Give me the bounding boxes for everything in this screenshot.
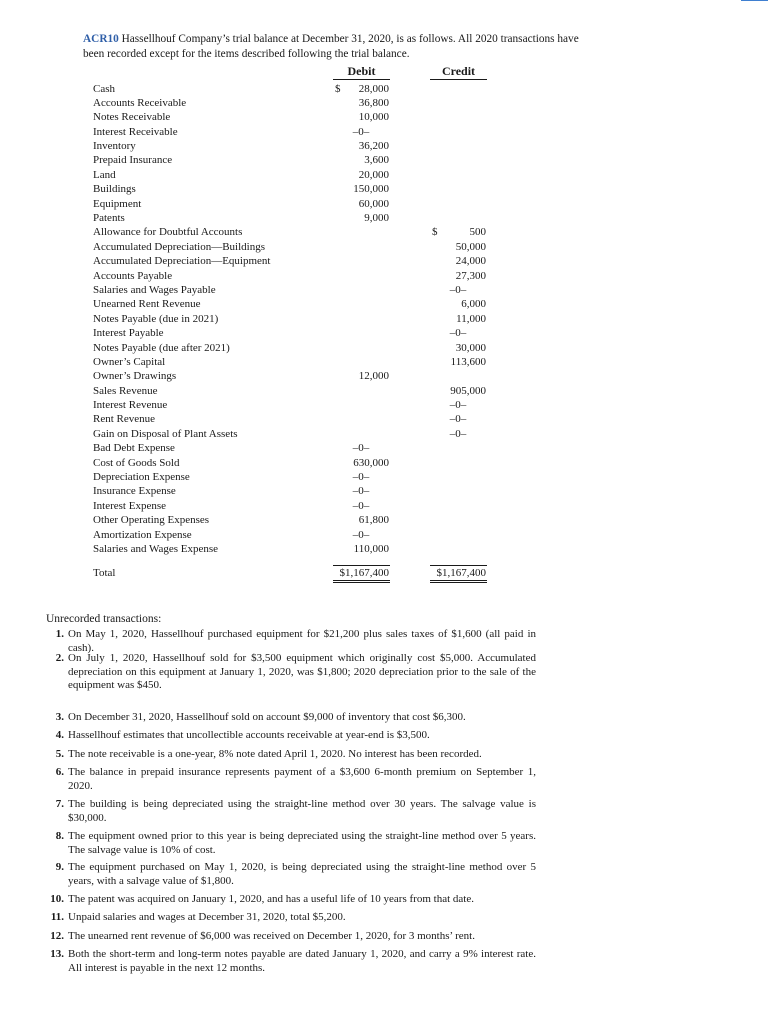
trial-balance-row (0, 225, 768, 239)
account-name: Gain on Disposal of Plant Assets (93, 427, 238, 440)
trial-balance-row (0, 513, 768, 527)
debit-amount: –0– (352, 125, 370, 138)
credit-amount: –0– (449, 413, 467, 426)
debit-amount: –0– (352, 499, 370, 512)
transaction-text: The balance in prepaid insurance represents payment of a $3,600 6-month premium on September 1, 2020. (68, 766, 536, 792)
credit-amount: 27,300 (455, 269, 486, 282)
trial-balance-row (0, 384, 768, 398)
debit-amount: 630,000 (353, 456, 389, 469)
debit-double-rule (333, 580, 390, 583)
credit-amount: –0– (449, 327, 467, 340)
trial-balance-row (0, 110, 768, 124)
problem-intro-text: Hassellhouf Company’s trial balance at December 31, 2020, is as follows. All 2020 transactions have been recorded except for the items described following the trial balance. (83, 33, 579, 60)
account-name: Interest Payable (93, 327, 164, 340)
transaction-number: 1. (55, 628, 64, 640)
trial-balance-row (0, 297, 768, 311)
credit-amount: 24,000 (455, 255, 486, 268)
trial-balance-rows (0, 82, 768, 557)
trial-balance-row (0, 197, 768, 211)
trial-balance-row (0, 211, 768, 225)
debit-amount: –0– (352, 471, 370, 484)
trial-balance-row (0, 499, 768, 513)
debit-amount: 150,000 (353, 183, 389, 196)
trial-balance-row (0, 240, 768, 254)
trial-balance-row (0, 326, 768, 340)
debit-amount: 60,000 (358, 197, 389, 210)
account-name: Accounts Receivable (93, 96, 187, 109)
account-name: Bad Debt Expense (93, 442, 175, 455)
transaction-text: Hassellhouf estimates that uncollectible accounts receivable at year-end is $3,500. (68, 729, 430, 741)
account-name: Land (93, 168, 116, 181)
debit-amount: –0– (352, 442, 370, 455)
credit-amount: –0– (449, 399, 467, 412)
trial-balance-row (0, 528, 768, 542)
account-name: Sales Revenue (93, 384, 158, 397)
corner-accent-line (741, 0, 768, 1)
trial-balance-row (0, 456, 768, 470)
credit-amount: 6,000 (461, 298, 486, 311)
debit-amount: 110,000 (353, 543, 389, 555)
credit-amount: 11,000 (456, 312, 486, 325)
transaction-text: The equipment owned prior to this year is being depreciated using the straight-line method over 5 years. The salvage value is 10% of cost. (68, 830, 536, 856)
transaction-number: 5. (55, 748, 64, 760)
account-name: Depreciation Expense (93, 471, 190, 484)
account-name: Buildings (93, 183, 136, 196)
trial-balance-row (0, 441, 768, 455)
credit-column-header: Credit (441, 64, 476, 78)
transaction-number: 7. (55, 798, 64, 810)
transaction-text: On July 1, 2020, Hassellhouf sold for $3,500 equipment which originally cost $5,000. Accumulated depreciation on this equipment at January 1, 2020, was $1,800; 2020 depreciation prior to the sale of the equipment was $450. (68, 652, 536, 691)
trial-balance-row (0, 355, 768, 369)
credit-amount: 500 (469, 226, 486, 239)
account-name: Cost of Goods Sold (93, 456, 180, 469)
problem-code: ACR10 (83, 33, 119, 45)
problem-intro (83, 32, 583, 62)
debit-amount: 10,000 (358, 111, 389, 124)
trial-balance-row (0, 312, 768, 326)
transaction-number: 9. (55, 861, 64, 873)
account-name: Owner’s Drawings (93, 370, 177, 383)
trial-balance-row (0, 484, 768, 498)
transaction-text: Unpaid salaries and wages at December 31, 2020, total $5,200. (68, 911, 346, 923)
trial-balance-row (0, 427, 768, 441)
debit-amount: –0– (352, 528, 370, 541)
transaction-number: 4. (55, 729, 64, 741)
account-name: Interest Receivable (93, 125, 178, 138)
trial-balance-row (0, 470, 768, 484)
credit-double-rule (430, 580, 487, 583)
account-name: Equipment (93, 197, 142, 210)
trial-balance-row (0, 269, 768, 283)
account-name: Patents (93, 212, 125, 225)
trial-balance-row (0, 125, 768, 139)
trial-balance-row (0, 139, 768, 153)
account-name: Prepaid Insurance (93, 154, 173, 167)
trial-balance-row (0, 82, 768, 96)
trial-balance-row (0, 96, 768, 110)
debit-amount: 28,000 (358, 82, 389, 95)
unrecorded-transactions-title: Unrecorded transactions: (46, 613, 162, 625)
trial-balance-row (0, 182, 768, 196)
account-name: Notes Payable (due in 2021) (93, 312, 219, 325)
debit-amount: 3,600 (364, 154, 389, 167)
transaction-number: 11. (50, 911, 64, 923)
account-name: Owner’s Capital (93, 355, 166, 368)
credit-currency-symbol: $ (432, 226, 438, 239)
account-name: Accumulated Depreciation—Equipment (93, 255, 271, 268)
account-name: Other Operating Expenses (93, 514, 210, 527)
account-name: Salaries and Wages Expense (93, 543, 219, 555)
trial-balance-row (0, 283, 768, 297)
account-name: Accumulated Depreciation—Buildings (93, 240, 265, 253)
trial-balance-row (0, 341, 768, 355)
total-debit: $1,167,400 (339, 567, 389, 579)
transaction-text: On December 31, 2020, Hassellhouf sold on account $9,000 of inventory that cost $6,300. (68, 711, 466, 723)
trial-balance-row (0, 542, 768, 556)
debit-amount: 9,000 (364, 212, 389, 225)
account-name: Rent Revenue (93, 413, 156, 426)
credit-amount: 50,000 (455, 240, 486, 253)
transaction-text: The unearned rent revenue of $6,000 was received on December 1, 2020, for 3 months’ rent. (68, 930, 475, 942)
account-name: Insurance Expense (93, 485, 176, 498)
account-name: Notes Receivable (93, 111, 171, 124)
debit-amount: 36,800 (358, 96, 389, 109)
account-name: Inventory (93, 140, 136, 153)
transaction-text: The note receivable is a one-year, 8% note dated April 1, 2020. No interest has been recorded. (68, 748, 482, 760)
account-name: Allowance for Doubtful Accounts (93, 226, 243, 239)
trial-balance-row (0, 153, 768, 167)
transaction-text: On May 1, 2020, Hassellhouf purchased equipment for $21,200 plus sales taxes of $1,600 (all paid in cash). (68, 628, 536, 654)
transaction-number: 13. (50, 948, 64, 960)
transaction-text: Both the short-term and long-term notes payable are dated January 1, 2020, and carry a 9% interest rate. All interest is payable in the next 12 months. (68, 948, 536, 974)
credit-amount: 113,600 (450, 355, 486, 368)
debit-amount: 12,000 (358, 370, 389, 383)
transaction-number: 10. (50, 893, 64, 905)
debit-amount: 20,000 (358, 168, 389, 181)
transaction-number: 12. (50, 930, 64, 942)
debit-amount: –0– (352, 485, 370, 498)
trial-balance-row (0, 254, 768, 268)
account-name: Amortization Expense (93, 528, 192, 541)
trial-balance-row (0, 369, 768, 383)
account-name: Interest Revenue (93, 399, 168, 412)
account-name: Accounts Payable (93, 269, 173, 282)
credit-header-rule (430, 79, 487, 80)
debit-header-rule (333, 79, 390, 80)
debit-column-header: Debit (347, 64, 376, 78)
credit-amount: –0– (449, 283, 467, 296)
transaction-text: The building is being depreciated using the straight-line method over 30 years. The salvage value is $30,000. (68, 798, 536, 824)
credit-amount: 905,000 (450, 384, 486, 397)
trial-balance-row (0, 412, 768, 426)
trial-balance-total-row (0, 566, 768, 580)
debit-amount: 61,800 (358, 514, 389, 527)
transaction-number: 2. (55, 652, 64, 664)
total-label: Total (93, 567, 116, 579)
debit-currency-symbol: $ (335, 82, 341, 95)
account-name: Cash (93, 82, 115, 95)
credit-amount: 30,000 (455, 341, 486, 354)
transaction-number: 8. (55, 830, 64, 842)
credit-amount: –0– (449, 427, 467, 440)
transaction-number: 6. (55, 766, 64, 778)
account-name: Salaries and Wages Payable (93, 283, 216, 296)
account-name: Interest Expense (93, 499, 166, 512)
transaction-text: The equipment purchased on May 1, 2020, is being depreciated using the straight-line method over 5 years, with a salvage value of $1,800. (68, 861, 536, 887)
transaction-number: 3. (55, 711, 64, 723)
trial-balance-row (0, 168, 768, 182)
transaction-text: The patent was acquired on January 1, 2020, and has a useful life of 10 years from that date. (68, 893, 474, 905)
total-credit: $1,167,400 (436, 567, 486, 579)
account-name: Notes Payable (due after 2021) (93, 341, 230, 354)
account-name: Unearned Rent Revenue (93, 298, 201, 311)
debit-amount: 36,200 (358, 140, 389, 153)
trial-balance-row (0, 398, 768, 412)
